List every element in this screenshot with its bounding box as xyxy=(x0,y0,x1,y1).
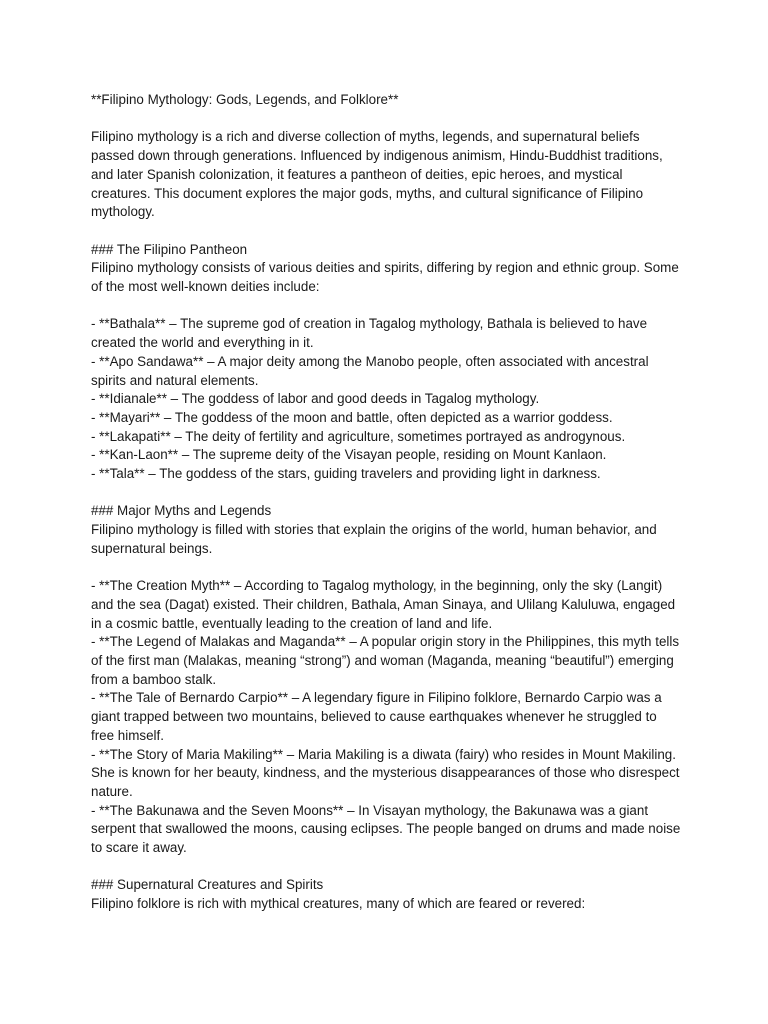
list-item-mayari: - **Mayari** – The goddess of the moon and battle, often depicted as a warrior goddess. xyxy=(91,409,613,425)
list-item-bakunawa: - **The Bakunawa and the Seven Moons** – In Visayan mythology, the Bakunawa was a giant serpent that swallowed the moons, causing eclipses. The people banged on drums and made noise to scare it away. xyxy=(91,802,681,856)
section-heading-creatures: ### Supernatural Creatures and Spirits xyxy=(91,877,324,893)
spacer xyxy=(91,110,683,129)
list-item-creation-myth: - **The Creation Myth** – According to Tagalog mythology, in the beginning, only the sky (Langit) and the sea (Dagat) existed. Their children, Bathala, Aman Sinaya, and Ulilang Kaluluwa, engaged in a cosmic battle, eventually leading to the creation of land and life. xyxy=(91,578,676,631)
list-item-maria-makiling: - **The Story of Maria Makiling** – Maria Makiling is a diwata (fairy) who resides in Mount Makiling. She is known for her beauty, kindness, and the mysterious disappearances of those who disrespect nature. xyxy=(91,746,680,799)
myths-intro: Filipino mythology is filled with stories that explain the origins of the world, human behavior, and supernatural beings. xyxy=(91,522,657,556)
list-item-lakapati: - **Lakapati** – The deity of fertility and agriculture, sometimes portrayed as androgynous. xyxy=(91,428,626,444)
creatures-intro: Filipino folklore is rich with mythical creatures, many of which are feared or revered: xyxy=(91,896,586,912)
spacer xyxy=(91,858,683,877)
document-body xyxy=(91,91,683,914)
list-item-bathala: - **Bathala** – The supreme god of creation in Tagalog mythology, Bathala is believed to have created the world and everything in it. xyxy=(91,316,648,351)
list-item-kan-laon: - **Kan-Laon** – The supreme deity of the Visayan people, residing on Mount Kanlaon. xyxy=(91,447,607,463)
intro-paragraph: Filipino mythology is a rich and diverse collection of myths, legends, and supernatural beliefs passed down through generations. Influenced by indigenous animism, Hindu-Buddhist traditions, and later Spanish colonization, it features a pantheon of deities, epic heroes, and mystical creatures. This document explores the major gods, myths, and cultural significance of Filipino mythology. xyxy=(91,129,663,220)
spacer xyxy=(91,484,683,503)
pantheon-intro: Filipino mythology consists of various deities and spirits, differing by region and ethnic group. Some of the most well-known deities include: xyxy=(91,260,679,294)
list-item-malakas-maganda: - **The Legend of Malakas and Maganda** – A popular origin story in the Philippines, this myth tells of the first man (Malakas, meaning “strong”) and woman (Maganda, meaning “beautiful”) emerging from a bamboo stalk. xyxy=(91,634,680,687)
spacer xyxy=(91,297,683,316)
document-title: **Filipino Mythology: Gods, Legends, and Folklore** xyxy=(91,92,399,107)
section-heading-myths: ### Major Myths and Legends xyxy=(91,503,272,519)
list-item-bernardo-carpio: - **The Tale of Bernardo Carpio** – A legendary figure in Filipino folklore, Bernardo Carpio was a giant trapped between two mountains, believed to cause earthquakes whenever he struggled to free himself. xyxy=(91,690,662,743)
list-item-apo-sandawa: - **Apo Sandawa** – A major deity among the Manobo people, often associated with ancestral spirits and natural elements. xyxy=(91,353,649,388)
list-item-tala: - **Tala** – The goddess of the stars, guiding travelers and providing light in darkness. xyxy=(91,466,601,482)
list-item-idianale: - **Idianale** – The goddess of labor and good deeds in Tagalog mythology. xyxy=(91,391,540,407)
section-heading-pantheon: ### The Filipino Pantheon xyxy=(91,241,248,257)
spacer xyxy=(91,222,683,241)
spacer xyxy=(91,559,683,578)
